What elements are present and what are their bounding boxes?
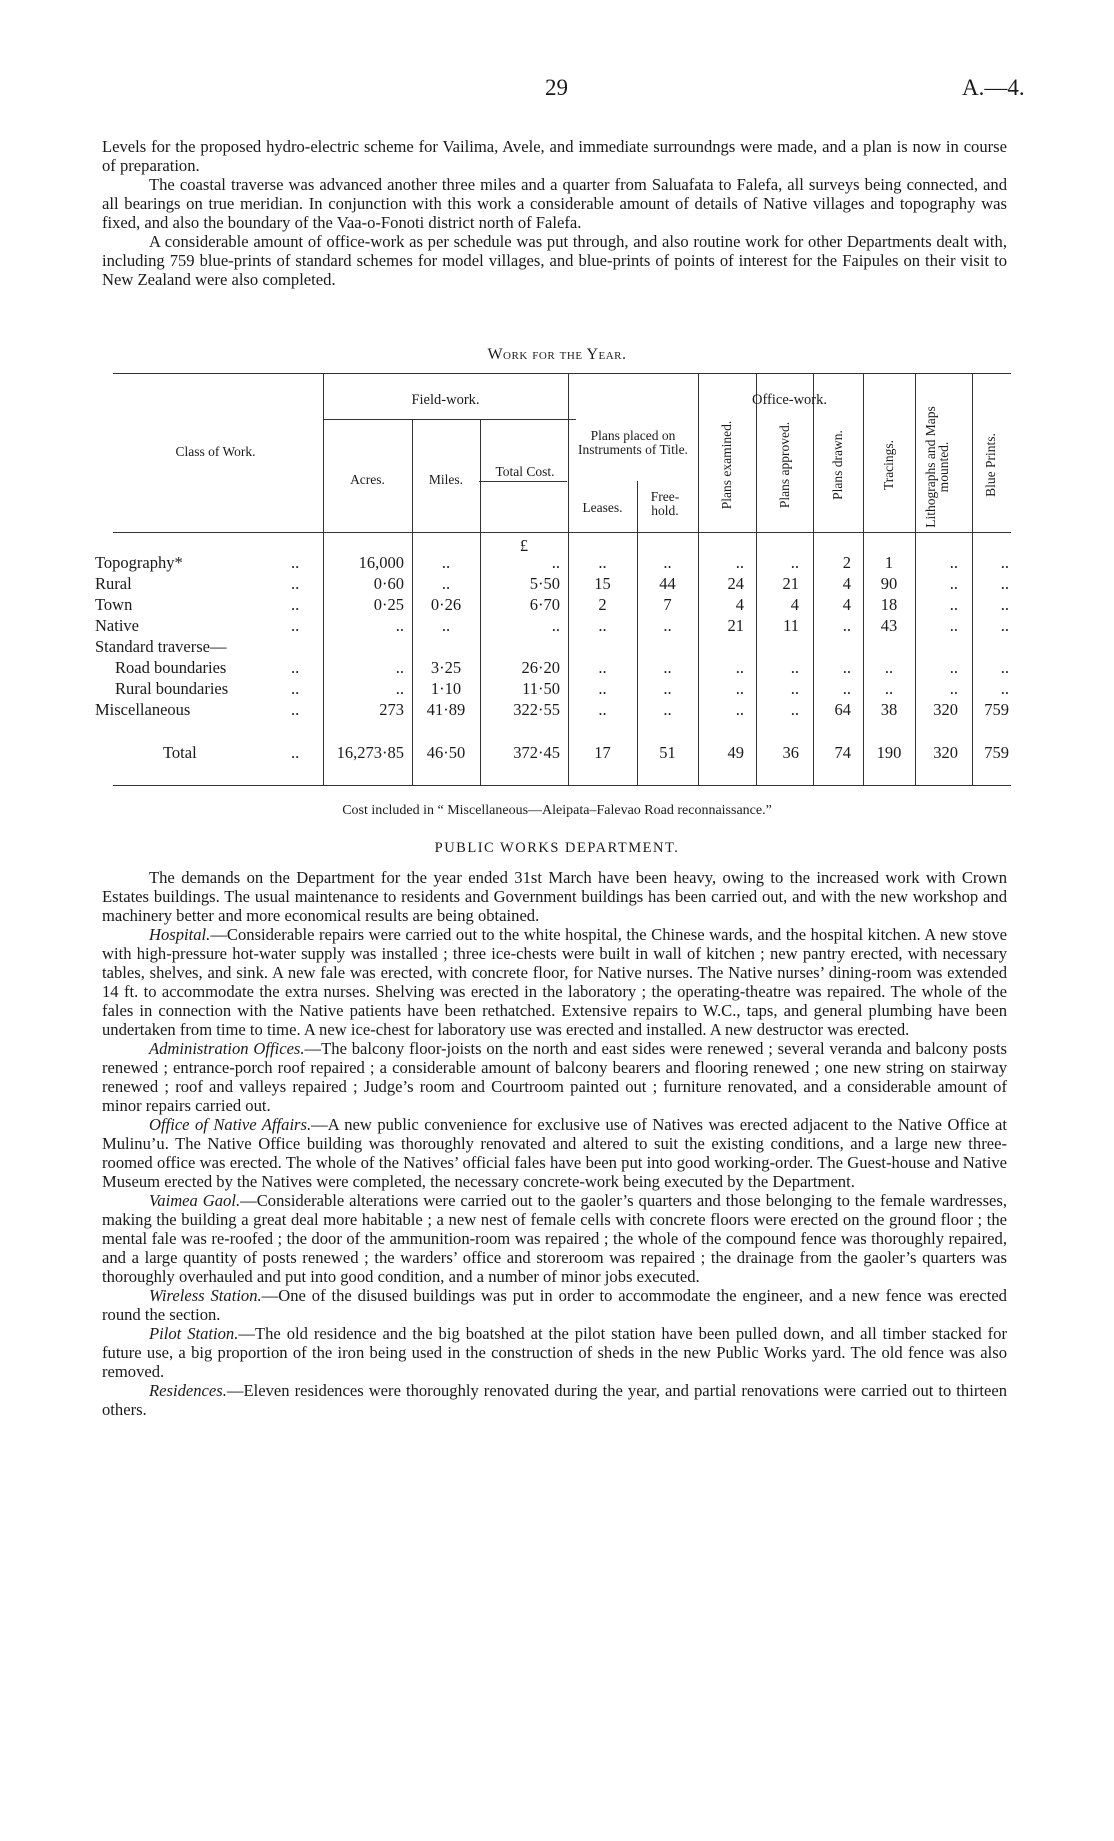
table-cell-cost: 5·50 — [529, 574, 560, 593]
table-cell-freehold: .. — [663, 553, 672, 572]
table-cell-drawn: .. — [842, 679, 851, 698]
table-cell-leases: 2 — [598, 595, 607, 614]
table-cell-examined: .. — [735, 679, 744, 698]
table-cell-freehold: 44 — [659, 574, 676, 593]
table-cell-cost: 6·70 — [529, 595, 560, 614]
table-cell-freehold: .. — [663, 700, 672, 719]
table-cell-litho: .. — [949, 595, 958, 614]
paragraph-section — [102, 1324, 1007, 1381]
section-heading: Wireless Station. — [149, 1286, 262, 1305]
paragraph-section — [102, 1191, 1007, 1286]
table-cell-blue: .. — [1000, 595, 1009, 614]
table-cell-freehold: .. — [663, 616, 672, 635]
table-cell-freehold: .. — [663, 679, 672, 698]
header-office-work: Office-work. — [751, 392, 828, 408]
section-body: —Eleven residences were thoroughly renovated during the year, and partial renovations were carried out to thirteen others. — [102, 1381, 1007, 1419]
section-heading: Residences. — [149, 1381, 227, 1400]
table-cell-blue: .. — [1000, 658, 1009, 677]
section-body: —A new public convenience for exclusive use of Natives was erected adjacent to the Native Office at Mulinu’u. The Native Office building was thoroughly renovated and altered to suit the existing conditions, and a large new three-roomed office was erected. The whole of the Natives’ official fales have been put into good working-order. The Guest-house and Native Museum erected by the Natives were completed, the necessary concrete-work being executed by the Department. — [102, 1115, 1007, 1191]
table-cell-miles: 0·26 — [430, 595, 462, 614]
table-cell-acres: 273 — [379, 700, 404, 719]
table-cell-acres: 0·60 — [373, 574, 404, 593]
currency-symbol: £ — [519, 536, 529, 555]
header-freehold: Free-hold. — [650, 489, 680, 518]
header-lithographs: Lithographs and Maps mounted. — [923, 406, 951, 528]
table-cell-tracings: .. — [884, 679, 894, 698]
table-cell-cost: 322·55 — [513, 700, 560, 719]
table-cell-approved: 11 — [783, 616, 799, 635]
paragraph-section — [102, 1381, 1007, 1419]
total-cell-leases: 17 — [594, 743, 611, 762]
table-cell-cost: .. — [551, 616, 560, 635]
row-label: Rural boundaries — [115, 679, 229, 698]
total-cell-examined: 49 — [727, 743, 744, 762]
table-cell-litho: .. — [949, 553, 958, 572]
table-cell-acres: 16,000 — [358, 553, 404, 572]
table-cell-drawn: .. — [842, 658, 851, 677]
page-number: 29 — [545, 75, 568, 100]
field-work-rule — [323, 419, 576, 420]
table-cell-drawn: 2 — [842, 553, 851, 572]
header-plans-approved: Plans approved. — [777, 421, 792, 509]
plans-placed-rule — [479, 481, 567, 482]
table-cell-leases: .. — [598, 679, 607, 698]
table-cell-cost: 26·20 — [521, 658, 560, 677]
header-leases: Leases. — [582, 500, 623, 515]
total-cell-approved: 36 — [782, 743, 799, 762]
table-cell-approved: 4 — [790, 595, 799, 614]
leader-dots: .. — [291, 658, 300, 677]
table-cell-leases: .. — [598, 553, 607, 572]
header-blue-prints: Blue Prints. — [983, 433, 998, 497]
table-cell-acres: .. — [395, 658, 404, 677]
header-bottom-rule — [113, 532, 1011, 533]
table-cell-drawn: .. — [842, 616, 851, 635]
leader-dots: .. — [291, 679, 300, 698]
section-body: —The balcony floor-joists on the north and east sides were renewed ; several veranda and balcony posts renewed ; entrance-porch roof repaired ; a considerable amount of balcony bearers and flooring renewed ; one new string on stairway renewed ; roof and valleys repaired ; Judge’s room and Courtroom painted out ; furniture renovated, and a considerable amount of minor repairs carried out. — [102, 1039, 1007, 1115]
section-heading: Pilot Station. — [149, 1324, 239, 1343]
table-cell-blue: .. — [1000, 679, 1009, 698]
row-label: Rural — [95, 574, 132, 593]
table-cell-litho: 320 — [933, 700, 958, 719]
table-cell-blue: .. — [1000, 616, 1009, 635]
section-heading: Office of Native Affairs. — [149, 1115, 312, 1134]
table-cell-tracings: 43 — [880, 616, 898, 635]
section-heading: Vaimea Gaol. — [149, 1191, 241, 1210]
section-body: —Considerable repairs were carried out to the white hospital, the Chinese wards, and the hospital kitchen. A new stove with high-pressure hot-water supply was installed ; three ice-chests were built in wall of kitchen ; new pantry erected, with necessary tables, shelves, and sink. A new fale was erected, with concrete floor, for Native nurses. The Native nurses’ dining-room was extended 14 ft. to accommodate the extra nurses. Shelving was erected in the laboratory ; the operating-theatre was repaired. The whole of the fales in connection with the Native patients have been rethatched. Extensive repairs to W.C., taps, and general plumbing have been undertaken from time to time. A new ice-chest for laboratory use was erected and installed. A new destructor was erected. — [102, 925, 1007, 1039]
table-footnote: Cost included in “ Miscellaneous—Aleipata–Falevao Road reconnaissance.” — [342, 803, 772, 818]
header-miles: Miles. — [428, 472, 464, 487]
table-cell-examined: 4 — [735, 595, 744, 614]
intro-text — [102, 137, 1007, 289]
section-heading: Administration Offices. — [149, 1039, 305, 1058]
total-label: Total — [163, 743, 197, 762]
total-cell-tracings: 190 — [876, 743, 902, 762]
table-cell-approved: 21 — [782, 574, 799, 593]
header-class-of-work: Class of Work. — [175, 444, 256, 459]
table-cell-blue: .. — [1000, 574, 1009, 593]
section-title: PUBLIC WORKS DEPARTMENT. — [434, 840, 680, 856]
paragraph-levels: Levels for the proposed hydro-electric scheme for Vailima, Avele, and immediate surroundngs were made, and a plan is now in course of preparation. — [102, 137, 1007, 175]
table-cell-tracings: .. — [884, 658, 894, 677]
document-reference: A.—4. — [962, 75, 1025, 100]
table-cell-examined: 24 — [727, 574, 744, 593]
row-label: Road boundaries — [115, 658, 227, 677]
table-cell-acres: .. — [395, 616, 404, 635]
header-plans-drawn: Plans drawn. — [830, 430, 845, 500]
table-cell-miles: .. — [441, 574, 451, 593]
table-cell-blue: .. — [1000, 553, 1009, 572]
paragraph-office-work: A considerable amount of office-work as per schedule was put through, and also routine work for other Departments dealt with, including 759 blue-prints of standard schemes for model villages, and blue-prints of points of interest for the Faipules on their visit to New Zealand were also completed. — [102, 232, 1007, 289]
table-cell-litho: .. — [949, 574, 958, 593]
table-cell-litho: .. — [949, 616, 958, 635]
table-cell-examined: .. — [735, 700, 744, 719]
table-cell-acres: 0·25 — [373, 595, 404, 614]
total-cell-acres: 16,273·85 — [336, 743, 404, 762]
table-cell-approved: .. — [790, 679, 799, 698]
table-cell-leases: 15 — [594, 574, 611, 593]
work-for-year-table — [95, 373, 1011, 793]
row-label: Topography* — [95, 553, 183, 572]
leader-dots: .. — [291, 700, 300, 719]
section-body: —The old residence and the big boatshed at the pilot station have been pulled down, and all timber stacked for future use, a big proportion of the iron being used in the construction of sheds in the new Public Works yard. The old fence was also removed. — [102, 1324, 1007, 1381]
total-cell-freehold: 51 — [659, 743, 676, 762]
leader-dots: .. — [291, 574, 300, 593]
row-label: Standard traverse— — [95, 637, 227, 656]
paragraph-section — [102, 1039, 1007, 1115]
table-cell-examined: 21 — [727, 616, 744, 635]
leader-dots: .. — [291, 616, 300, 635]
section-heading: Hospital. — [149, 925, 211, 944]
table-bottom-rule — [113, 785, 1011, 786]
header-acres: Acres. — [350, 472, 385, 487]
table-top-rule — [113, 373, 1011, 374]
table-cell-litho: .. — [949, 658, 958, 677]
table-cell-tracings: 1 — [884, 553, 894, 572]
table-cell-drawn: 4 — [842, 574, 851, 593]
table-cell-litho: .. — [949, 679, 958, 698]
table-cell-freehold: .. — [663, 658, 672, 677]
header-plans-examined: Plans examined. — [719, 420, 734, 510]
table-cell-acres: .. — [395, 679, 404, 698]
row-label: Native — [95, 616, 139, 635]
table-cell-tracings: 90 — [880, 574, 898, 593]
table-cell-drawn: 64 — [834, 700, 851, 719]
header-tracings: Tracings. — [881, 439, 896, 491]
table-cell-freehold: 7 — [663, 595, 672, 614]
total-cell-litho: 320 — [933, 743, 958, 762]
table-cell-miles: .. — [441, 616, 451, 635]
table-cell-cost: 11·50 — [522, 679, 560, 698]
total-cell-miles: 46·50 — [426, 743, 466, 762]
leader-dots: .. — [291, 595, 300, 614]
table-cell-tracings: 38 — [880, 700, 898, 719]
section-body: —Considerable alterations were carried out to the gaoler’s quarters and those belonging to the female wardresses, making the building a great deal more habitable ; a new nest of female cells with concrete floors were erected on the ground floor ; the mental fale was re-roofed ; the door of the ammunition-room was repaired ; the whole of the compound fence was thoroughly repaired, and a large quantity of posts renewed ; the warders’ office and storeroom was repaired ; the drainage from the gaoler’s quarters was thoroughly overhauled and put into good condition, and a number of minor jobs executed. — [102, 1191, 1007, 1286]
leader-dots: .. — [291, 743, 300, 762]
table-cell-drawn: 4 — [842, 595, 851, 614]
table-cell-approved: .. — [790, 658, 799, 677]
table-cell-approved: .. — [790, 700, 799, 719]
table-cell-miles: 1·10 — [430, 679, 462, 698]
table-cell-leases: .. — [598, 700, 607, 719]
header-total-cost: Total Cost. — [495, 464, 555, 479]
table-cell-miles: 41·89 — [426, 700, 466, 719]
total-cell-drawn: 74 — [834, 743, 851, 762]
table-cell-leases: .. — [598, 658, 607, 677]
total-cell-blue: 759 — [984, 743, 1009, 762]
paragraph-demands: The demands on the Department for the year ended 31st March have been heavy, owing to the increased work with Crown Estates buildings. The usual maintenance to residents and Government buildings has been carried out, and with the new workshop and machinery better and more economical results are being obtained. — [102, 868, 1007, 925]
total-cell-cost: 372·45 — [513, 743, 560, 762]
public-works-text — [102, 868, 1007, 1419]
table-cell-leases: .. — [598, 616, 607, 635]
paragraph-section — [102, 1286, 1007, 1324]
paragraph-coastal-traverse: The coastal traverse was advanced another three miles and a quarter from Saluafata to Falefa, all surveys being connected, and all bearings on true meridian. In conjunction with this work a considerable amount of details of Native villages and topography was fixed, and also the boundary of the Vaa-o-Fonoti district north of Falefa. — [102, 175, 1007, 232]
header-field-work: Field-work. — [411, 392, 480, 408]
table-cell-examined: .. — [735, 553, 744, 572]
table-cell-blue: 759 — [984, 700, 1009, 719]
section-body: —One of the disused buildings was put in order to accommodate the engineer, and a new fence was erected round the section. — [102, 1286, 1007, 1324]
table-cell-examined: .. — [735, 658, 744, 677]
table-cell-approved: .. — [790, 553, 799, 572]
table-cell-tracings: 18 — [880, 595, 898, 614]
table-cell-cost: .. — [551, 553, 560, 572]
table-title: Work for the Year. — [487, 346, 627, 363]
row-label: Town — [95, 595, 133, 614]
paragraph-section — [102, 1115, 1007, 1191]
leader-dots: .. — [291, 553, 300, 572]
header-plans-placed: Plans placed on Instruments of Title. — [578, 428, 688, 457]
table-cell-miles: .. — [441, 553, 451, 572]
row-label: Miscellaneous — [95, 700, 191, 719]
paragraph-section — [102, 925, 1007, 1039]
table-cell-miles: 3·25 — [430, 658, 462, 677]
